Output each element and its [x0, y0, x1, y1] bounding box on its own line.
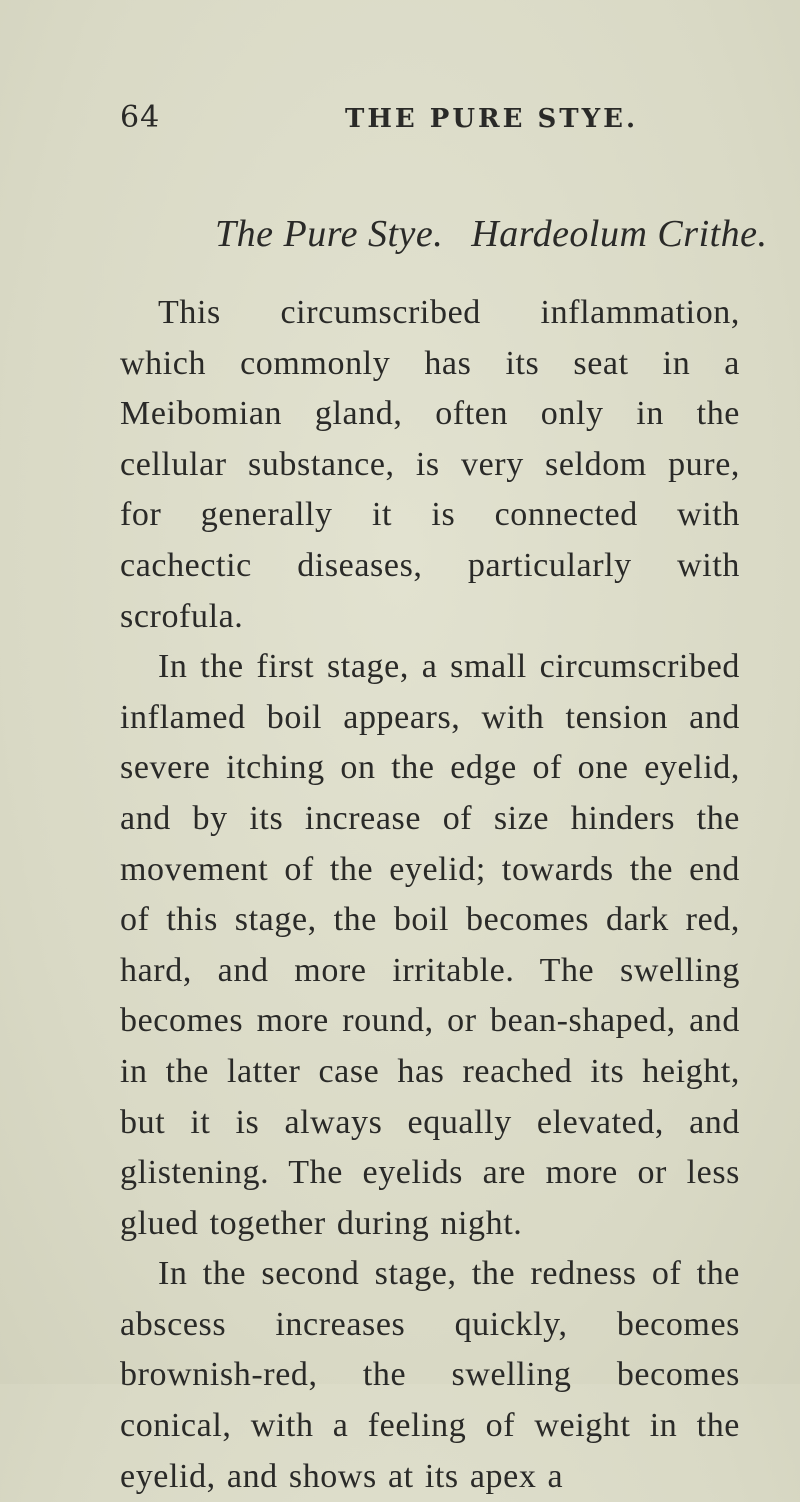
section-title-english: The Pure Stye. [215, 213, 444, 255]
paragraph-2: In the first stage, a small circumscribed inflamed boil appears, with tension and severe itching on the edge of one eyelid, and by its increase of size hinders the movement of the eyelid; towards the end of this stage, the boil becomes dark red, hard, and more irritable. The swelling becomes more round, or bean-shaped, and in the latter case has reached its height, but it is always equally elevated, and glistening. The eyelids are more or less glued together during night. [120, 648, 740, 1242]
section-title [215, 212, 768, 256]
running-head [0, 100, 800, 140]
section-title-latin: Hardeolum Crithe. [471, 213, 768, 255]
running-title: THE PURE STYE. [345, 104, 639, 134]
paragraph-3: In the second stage, the redness of the abscess increases quickly, becomes brownish-red, the swelling becomes conical, with a feeling of weight in the eyelid, and shows at its apex a [120, 1255, 740, 1495]
paragraph-1: This circumscribed inflammation, which commonly has its seat in a Meibomian gland, often only in the cellular substance, is very seldom pure, for generally it is connected with cachectic diseases, particularly with scrofula. [120, 294, 740, 635]
page-number: 64 [120, 100, 161, 135]
body-text [120, 288, 740, 1502]
